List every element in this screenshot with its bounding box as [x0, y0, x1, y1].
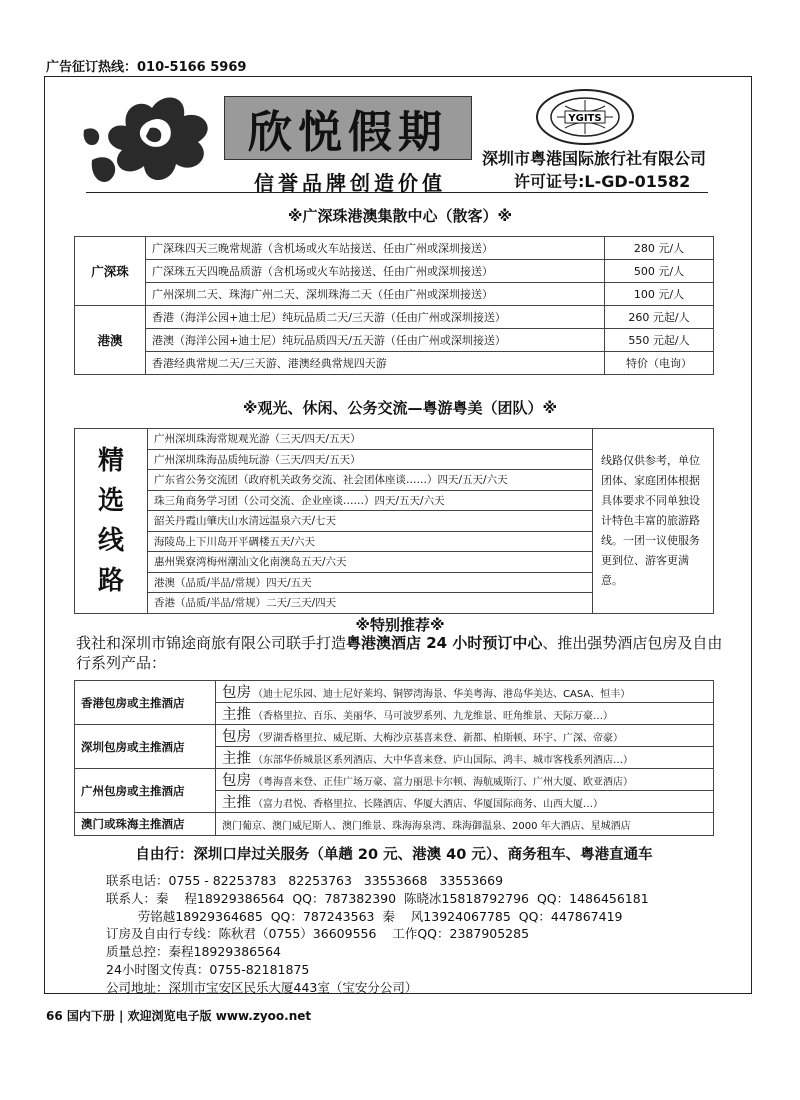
route-cell: 惠州巽寮湾梅州潮汕文化南澳岛五天/六天	[148, 552, 593, 573]
baofang-cell: 包房 （迪士尼乐园、迪士尼好莱坞、铜锣湾海景、华美粤海、港岛华美达、CASA、恒丰）	[216, 681, 714, 703]
section2-title: ※观光、休闲、公务交流—粤游粤美（团队）※	[242, 399, 558, 417]
route-cell: 广东省公务交流团（政府机关政务交流、社会团体座谈……）四天/五天/六天	[148, 470, 593, 491]
route-cell: 广州深圳珠海品质纯玩游（三天/四天/五天）	[148, 449, 593, 470]
scattered-tours-table	[74, 236, 714, 375]
route-cell: 香港经典常规二天/三天游、港澳经典常规四天游	[146, 352, 605, 375]
table-row	[75, 260, 714, 283]
table-row	[75, 681, 714, 703]
hotel-category: 广州包房或主推酒店	[75, 769, 216, 813]
route-cell: 广深珠五天四晚品质游（含机场或火车站接送、任由广州或深圳接送）	[146, 260, 605, 283]
route-cell: 港澳（海洋公园+迪士尼）纯玩品质四天/五天游（任由广州或深圳接送）	[146, 329, 605, 352]
route-cell: 广深珠四天三晚常规游（含机场或火车站接送、任由广州或深圳接送）	[146, 237, 605, 260]
contact-line: 24小时图文传真：0755-82181875	[106, 961, 310, 977]
hotline-text: 广告征订热线：010-5166 5969	[46, 60, 247, 75]
zhutui-cell: 主推 （香格里拉、百乐、美丽华、马可波罗系列、九龙维景、旺角维景、天际万豪…）	[216, 703, 714, 725]
contact-line: 劳铭越18929364685 QQ：787243563 秦 风13924067785 QQ：447867419	[106, 908, 623, 924]
table-row	[75, 769, 714, 791]
price-cell: 特价（电询）	[605, 352, 714, 375]
route-cell: 广州深圳珠海常规观光游（三天/四天/五天）	[148, 429, 593, 450]
section3-title: ※特别推荐※	[355, 616, 445, 634]
company-name: 深圳市粤港国际旅行社有限公司	[482, 149, 707, 168]
page-footer: 66 国内下册 | 欢迎浏览电子版 www.zyoo.net	[46, 1009, 312, 1023]
price-cell: 500 元/人	[605, 260, 714, 283]
slogan: 信誉品牌创造价值	[254, 171, 446, 195]
ygits-seal-icon	[535, 88, 635, 146]
category-cell: 港澳	[75, 306, 146, 375]
price-cell: 100 元/人	[605, 283, 714, 306]
contact-line: 质量总控：秦程18929386564	[106, 944, 281, 960]
zhutui-cell: 主推 （东部华侨城景区系列酒店、大中华喜来登、庐山国际、鸿丰、城市客栈系列酒店…）	[216, 747, 714, 769]
baofang-cell: 包房 （粤海喜来登、正佳广场万豪、富力丽思卡尔顿、海航威斯汀、广州大厦、欧亚酒店）	[216, 769, 714, 791]
table-row	[75, 352, 714, 375]
table-row	[75, 329, 714, 352]
table-row	[75, 813, 714, 836]
table-row	[75, 306, 714, 329]
route-cell: 港澳（品质/半品/常规）四天/五天	[148, 572, 593, 593]
brand-name: 欣悦假期	[248, 107, 448, 158]
route-cell: 海陵岛上下川岛开平碉楼五天/六天	[148, 531, 593, 552]
license-number: 许可证号:L-GD-01582	[514, 172, 691, 191]
hotel-category: 香港包房或主推酒店	[75, 681, 216, 725]
route-cell: 香港（海洋公园+迪士尼）纯玩品质二天/三天游（任由广州或深圳接送）	[146, 306, 605, 329]
price-cell: 260 元起/人	[605, 306, 714, 329]
featured-routes-label: 精 选 线 路	[75, 429, 148, 614]
flower-logo-icon	[82, 90, 222, 190]
baofang-cell: 包房 （罗湖香格里拉、威尼斯、大梅沙京基喜来登、新都、柏斯顿、环宇、广深、帝豪）	[216, 725, 714, 747]
route-cell: 香港（品质/半品/常规）二天/三天/四天	[148, 593, 593, 614]
table-row	[75, 725, 714, 747]
hotel-category: 澳门或珠海主推酒店	[75, 813, 216, 836]
price-cell: 550 元起/人	[605, 329, 714, 352]
route-cell: 广州深圳二天、珠海广州二天、深圳珠海二天（任由广州或深圳接送）	[146, 283, 605, 306]
hotel-category: 深圳包房或主推酒店	[75, 725, 216, 769]
contact-line: 联系人：秦 程18929386564 QQ：787382390 陈晓冰15818792796 QQ：1486456181	[106, 890, 649, 906]
brand-box	[224, 96, 472, 160]
group-tours-table	[74, 428, 714, 614]
section1-title: ※广深珠港澳集散中心（散客）※	[287, 207, 513, 225]
table-row	[75, 283, 714, 306]
category-cell: 广深珠	[75, 237, 146, 306]
zhutui-cell: 主推 （富力君悦、香格里拉、长隆酒店、华厦大酒店、华厦国际商务、山西大厦…）	[216, 791, 714, 813]
special-intro: 我社和深圳市锦途商旅有限公司联手打造粤港澳酒店 24 小时预订中心、推出强势酒店包房及自由行系列产品：	[76, 634, 723, 672]
hotel-table	[74, 680, 714, 836]
self-tour-line: 自由行：深圳口岸过关服务（单趟 20 元、港澳 40 元）、商务租车、粤港直通车	[135, 847, 653, 863]
route-cell: 珠三角商务学习团（公司交流、企业座谈……）四天/五天/六天	[148, 490, 593, 511]
header-divider	[86, 192, 708, 193]
contact-line: 订房及自由行专线：陈秋君（0755）36609556 工作QQ：2387905285	[106, 926, 530, 942]
macau-hotels: 澳门葡京、澳门威尼斯人、澳门维景、珠海海泉湾、珠海御温泉、2000 年大酒店、星城酒店	[216, 813, 714, 836]
table-row	[75, 237, 714, 260]
contact-line: 公司地址：深圳市宝安区民乐大厦443室（宝安分公司）	[106, 979, 418, 995]
route-cell: 韶关丹霞山肇庆山水清远温泉六天/七天	[148, 511, 593, 532]
routes-note: 线路仅供参考，单位团体、家庭团体根据具体要求不同单独设计特色丰富的旅游路线。一团一议使服务更到位、游客更满意。	[593, 429, 714, 614]
svg-text:YGITS: YGITS	[568, 113, 602, 124]
contact-line: 联系电话：0755 - 82253783 82253763 33553668 33553669	[106, 873, 504, 888]
price-cell: 280 元/人	[605, 237, 714, 260]
contact-block	[106, 872, 649, 997]
table-row	[75, 429, 714, 450]
